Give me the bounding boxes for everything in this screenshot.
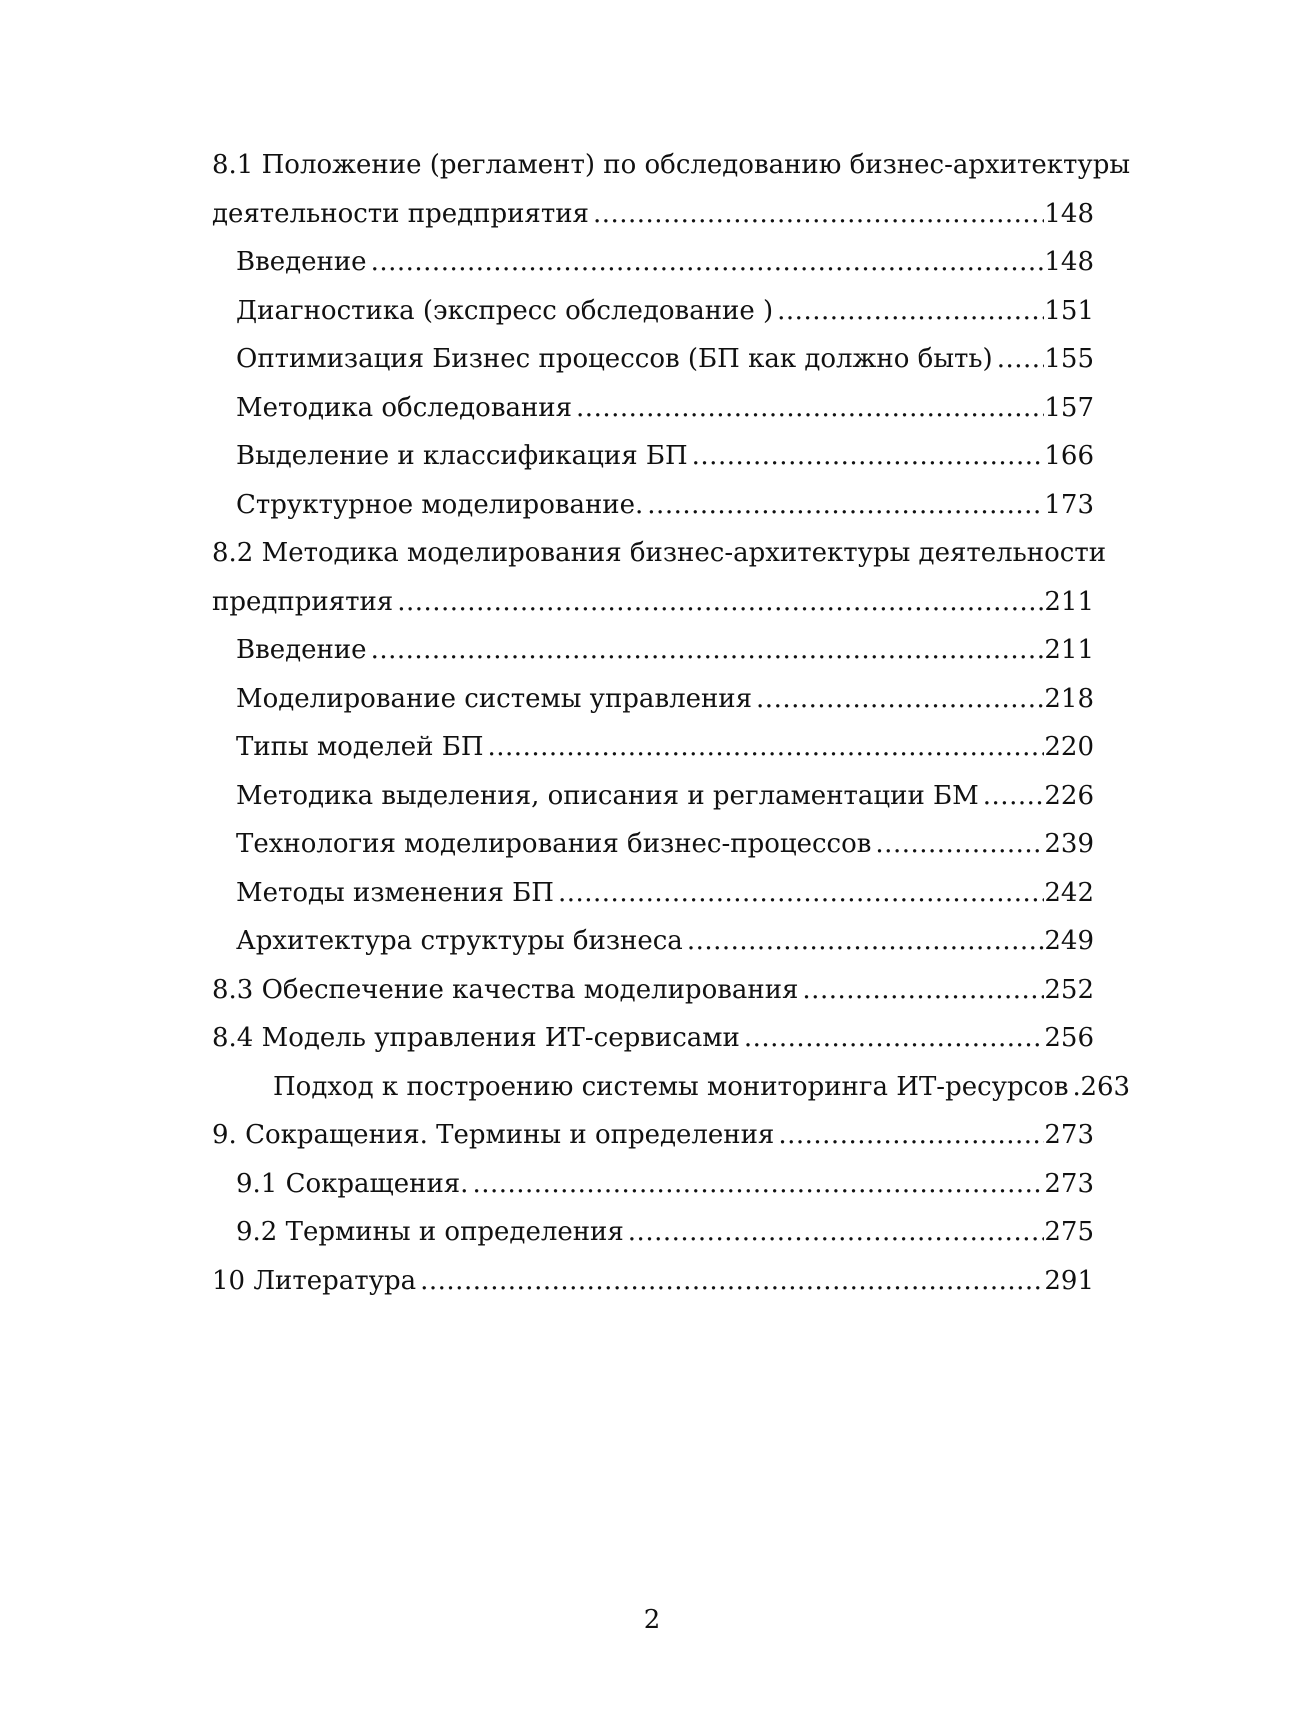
toc-entry[interactable]	[212, 820, 1094, 869]
toc-entry-title: 9. Сокращения. Термины и определения	[212, 1120, 775, 1150]
toc-entry-title: Архитектура структуры бизнеса	[236, 926, 683, 956]
toc-entry[interactable]	[212, 287, 1094, 336]
toc-page-number: 291	[1044, 1265, 1094, 1296]
toc-entry[interactable]	[212, 626, 1094, 675]
toc-page-number: 275	[1044, 1217, 1094, 1247]
dot-leader	[484, 723, 1045, 772]
toc-entry[interactable]	[212, 335, 1094, 384]
toc-entry-9-1[interactable]	[212, 1160, 1094, 1209]
toc-entry-title: 8.3 Обеспечение качества моделирования	[212, 974, 799, 1005]
dot-leader	[752, 675, 1044, 724]
dot-leader	[871, 820, 1044, 869]
toc-entry-title-line1: 8.2 Методика моделирования бизнес-архитектуры деятельности	[212, 538, 1107, 568]
dot-leader	[683, 917, 1045, 966]
toc-entry[interactable]	[212, 675, 1094, 724]
toc-page-number: 211	[1044, 635, 1094, 665]
toc-entry[interactable]	[212, 772, 1094, 821]
toc-page-number: 173	[1044, 489, 1094, 520]
toc-page-number: 252	[1044, 974, 1094, 1005]
dot-leader	[589, 190, 1044, 239]
toc-page-number: 273	[1044, 1168, 1094, 1199]
dot-leader	[393, 578, 1044, 627]
dot-leader	[1068, 1063, 1080, 1112]
toc-entry-title: Методика обследования	[236, 392, 573, 423]
toc-page-number: 151	[1044, 295, 1094, 326]
toc-entry-title-line1: 8.1 Положение (регламент) по обследованию бизнес-архитектуры	[212, 150, 1131, 180]
toc-page-number: 148	[1044, 247, 1094, 277]
toc-entry-8-3[interactable]	[212, 966, 1094, 1015]
toc-entry-title: Моделирование системы управления	[236, 683, 753, 714]
dot-leader	[798, 966, 1044, 1015]
toc-page-number: 211	[1044, 586, 1094, 617]
dot-leader	[979, 772, 1045, 821]
dot-leader	[468, 1160, 1044, 1209]
dot-leader	[740, 1014, 1045, 1063]
toc-entry-title: 10 Литература	[212, 1265, 417, 1296]
toc-entry-title: Технология моделирования бизнес-процессов	[236, 829, 872, 859]
toc-entry[interactable]	[212, 917, 1094, 966]
toc-entry-8-2[interactable]	[212, 529, 1107, 626]
dot-leader	[624, 1208, 1045, 1257]
toc-entry-title: Введение	[236, 247, 367, 277]
toc-entry-title: 8.4 Модель управления ИТ-сервисами	[212, 1023, 740, 1053]
toc-page-number: 249	[1044, 926, 1094, 956]
dot-leader	[993, 335, 1045, 384]
toc-page-number: 157	[1044, 392, 1094, 423]
dot-leader	[572, 384, 1044, 433]
toc-page-number: 220	[1044, 732, 1094, 762]
toc-page-number: 218	[1044, 683, 1094, 714]
dot-leader	[643, 481, 1044, 530]
toc-entry-8-4[interactable]	[212, 1014, 1094, 1063]
toc-entry[interactable]	[212, 481, 1094, 530]
toc-entry-9[interactable]	[212, 1111, 1094, 1160]
dot-leader	[416, 1257, 1044, 1306]
toc-page-number: 256	[1044, 1023, 1094, 1053]
toc-entry-9-2[interactable]	[212, 1208, 1094, 1257]
toc-entry-title: Выделение и классификация БП	[236, 441, 688, 471]
toc-page-number: 166	[1044, 441, 1094, 471]
toc-entry[interactable]	[212, 723, 1094, 772]
toc-entry-8-1[interactable]	[212, 141, 1131, 238]
toc-entry-title: Введение	[236, 635, 367, 665]
toc-entry-10[interactable]	[212, 1257, 1094, 1306]
toc-page-number: 242	[1044, 877, 1094, 908]
toc-entry-title: Диагностика (экспресс обследование )	[236, 295, 774, 326]
toc-entry[interactable]	[212, 384, 1094, 433]
dot-leader	[688, 432, 1045, 481]
table-of-contents	[212, 141, 1131, 1305]
toc-entry[interactable]	[212, 432, 1094, 481]
toc-page-number: 273	[1044, 1120, 1094, 1150]
toc-entry-title: Подход к построению системы мониторинга ИТ-ресурсов	[273, 1071, 1069, 1102]
toc-entry[interactable]	[212, 1063, 1131, 1112]
toc-page-number: 226	[1044, 780, 1094, 811]
toc-entry[interactable]	[212, 869, 1094, 918]
toc-entry-title: предприятия	[212, 586, 394, 617]
toc-page-number: 239	[1044, 829, 1094, 859]
toc-entry[interactable]	[212, 238, 1094, 287]
toc-entry-title: Методы изменения БП	[236, 877, 554, 908]
toc-entry-title: деятельности предприятия	[212, 198, 589, 229]
dot-leader	[774, 1111, 1044, 1160]
toc-page-number: 148	[1044, 198, 1094, 229]
toc-entry-title: Типы моделей БП	[236, 732, 484, 762]
dot-leader	[773, 287, 1044, 336]
dot-leader	[554, 869, 1044, 918]
page-number: 2	[643, 1605, 661, 1635]
dot-leader	[367, 626, 1045, 675]
toc-entry-title: Оптимизация Бизнес процессов (БП как должно быть)	[236, 344, 993, 374]
toc-page-number: 263	[1080, 1071, 1131, 1102]
toc-entry-title: Методика выделения, описания и регламентации БМ	[236, 780, 979, 811]
toc-entry-title: Структурное моделирование.	[236, 489, 644, 520]
toc-page-number: 155	[1044, 344, 1094, 374]
toc-entry-title: 9.1 Сокращения.	[236, 1168, 469, 1199]
dot-leader	[367, 238, 1045, 287]
toc-entry-title: 9.2 Термины и определения	[236, 1217, 624, 1247]
